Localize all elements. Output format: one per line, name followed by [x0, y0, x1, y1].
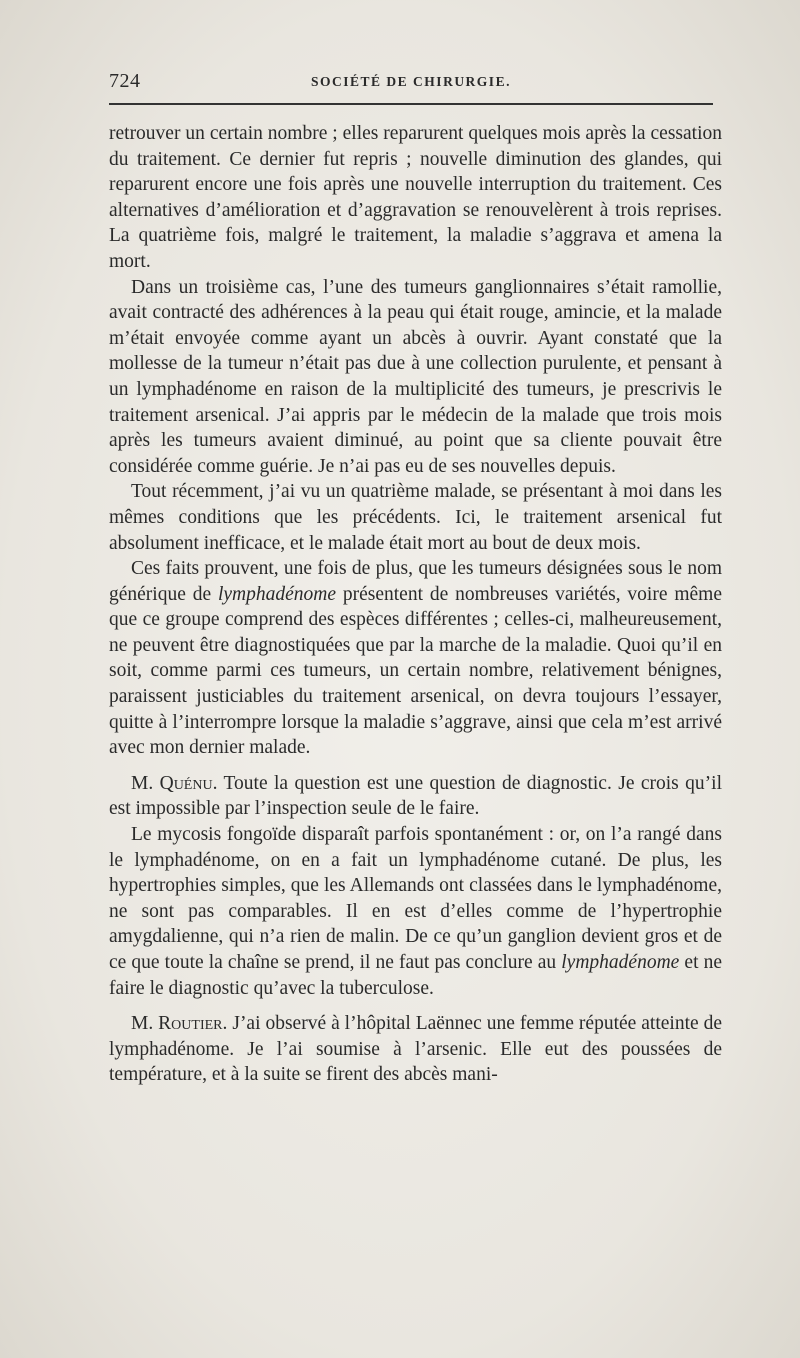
paragraph-7 — [109, 1011, 722, 1088]
paragraph-1: retrouver un certain nombre ; elles reparurent quelques mois après la cessation du traitement. Ce dernier fut repris ; nouvelle diminution des glandes, qui reparurent encore une fois après une nouvelle interruption du traitement. Ces alternatives d’amélioration et d’aggravation se renouvelèrent à trois reprises. La quatrième fois, malgré le traitement, la maladie s’aggrava et amena la mort. — [109, 123, 722, 272]
paragraph-6-text-a: Le mycosis fongoïde disparaît parfois spontanément : or, on l’a rangé dans le lymphadénome, on en a fait un lymphadénome cutané. De plus, les hypertrophies simples, que les Allemands ont classées dans le lymphadénome, ne sont pas comparables. Il en est d’elles comme de l’hypertrophie amygdalienne, qui n’a rien de malin. De ce qu’un ganglion devient gros et de ce que toute la chaîne se prend, il ne faut pas conclure au — [109, 824, 722, 973]
paragraph-4-text-a: Ces faits prouvent, une fois de plus, que les tumeurs désignées sous le nom générique de — [109, 558, 722, 605]
speaker-quenu: M. Quénu. — [131, 772, 218, 794]
paragraph-7-text: J’ai observé à l’hôpital Laënnec une femme réputée atteinte de lymphadénome. Je l’ai soumise à l’arsenic. Elle eut des poussées de température, et à la suite se firent des abcès mani- — [109, 1013, 723, 1086]
paragraph-6-text-b: et ne faire le diagnostic qu’avec la tuberculose. — [109, 952, 722, 999]
speaker-routier: M. Routier. — [131, 1013, 228, 1035]
paragraph-2: Dans un troisième cas, l’une des tumeurs ganglionnaires s’était ramollie, avait contracté des adhérences à la peau qui était rouge, amincie, et la malade m’était envoyée comme ayant un abcès à ouvrir. Ayant constaté que la mollesse de la tumeur n’était pas due à une collection purulente, et pensant à un lymphadénome en raison de la multiplicité des tumeurs, je prescrivis le traitement arsenical. J’ai appris par le médecin de la malade que trois mois après les tumeurs avaient diminué, au point que sa cliente pouvait être considérée comme guérie. Je n’ai pas eu de ses nouvelles depuis. — [109, 276, 722, 477]
paragraph-4-text-b: présentent de nombreuses variétés, voire même que ce groupe comprend des espèces différentes ; celles-ci, malheureusement, ne peuvent être diagnostiquées que par la marche de la maladie. Quoi qu’il en soit, comme parmi ces tumeurs, un certain nombre, relativement bénignes, paraissent justiciables du traitement arsenical, on devra toujours l’essayer, quitte à l’interrompre lorsque la maladie s’aggrave, ainsi que cela m’est arrivé avec mon dernier malade. — [109, 583, 722, 759]
paragraph-4-italic-term: lymphadénome — [217, 583, 337, 605]
paragraph-4 — [109, 556, 722, 761]
paragraph-3: Tout récemment, j’ai vu un quatrième malade, se présentant à moi dans les mêmes conditions que les précédents. Ici, le traitement arsenical fut absolument inefficace, et le malade était mort au bout de deux mois. — [109, 481, 722, 554]
paragraph-5-text: Toute la question est une question de diagnostic. Je crois qu’il est impossible par l’inspection seule de le faire. — [109, 772, 722, 820]
paragraph-6-italic-term: lymphadénome — [561, 952, 680, 973]
paragraph-5 — [109, 771, 722, 822]
running-title: SOCIÉTÉ DE CHIRURGIE. — [311, 74, 511, 89]
page-header — [109, 70, 713, 92]
body-text — [109, 121, 722, 1088]
page-number: 724 — [109, 70, 141, 92]
header-rule — [109, 103, 713, 105]
paragraph-6 — [109, 822, 722, 1001]
